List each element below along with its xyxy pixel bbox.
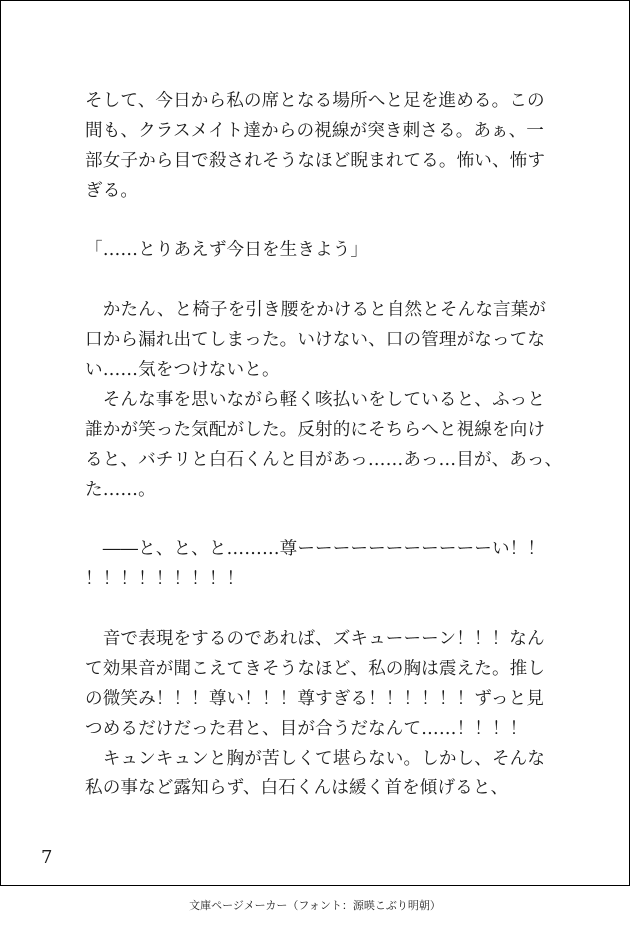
text-line: ぎる。 (85, 180, 139, 201)
text-line: そして、今日から私の席となる場所へと足を進める。この (85, 91, 545, 111)
text-line: い……気をつけないと。 (85, 360, 280, 381)
text-line: て効果音が聞こえてきそうなほど、私の胸は震えた。推し (85, 658, 546, 679)
blank-line (85, 266, 565, 296)
body-text (85, 87, 565, 804)
text-line: ――と、と、と………尊ーーーーーーーーーーーい！！ (85, 539, 546, 560)
text-line: 誰かが笑った気配がした。反射的にそちらへと視線を向け (85, 419, 546, 440)
text-line: キュンキュンと胸が苦しくて堪らない。しかし、そんな (85, 748, 546, 769)
footer-credit: 文庫ページメーカー（フォント：源暎こぶり明朝） (189, 899, 441, 912)
text-line: そんな事を思いながら軽く咳払いをしていると、ふっと (85, 389, 546, 410)
blank-line (85, 505, 565, 535)
blank-line (85, 207, 565, 237)
text-line: の微笑み！！！尊い！！！尊すぎる！！！！！！ずっと見 (85, 688, 544, 709)
text-line: 私の事など露知らず、白石くんは緩く首を傾げると、 (85, 778, 509, 799)
text-line: ると、バチリと白石くんと目があっ……あっ…目が、あっ、 (85, 449, 563, 470)
text-line: 音で表現をするのであれば、ズキューーーン！！！なん (85, 629, 545, 650)
page-number: 7 (41, 847, 53, 868)
text-line: ！！！！！！！！！ (85, 569, 245, 590)
text-line: 口から漏れ出てしまった。いけない、口の管理がなってな (85, 330, 546, 351)
text-line: 部女子から目で殺されそうなほど睨まれてる。怖い、怖す (85, 150, 546, 171)
text-line: かたん、と椅子を引き腰をかけると自然とそんな言葉が (85, 300, 547, 321)
text-line: た……。 (85, 479, 156, 500)
text-line: つめるだけだった君と、目が合うだなんて……！！！！ (85, 718, 528, 739)
text-line: 「……とりあえず今日を生きよう」 (85, 240, 369, 261)
text-line: 間も、クラスメイト達からの視線が突き刺さる。あぁ、一 (85, 120, 544, 141)
blank-line (85, 595, 565, 625)
